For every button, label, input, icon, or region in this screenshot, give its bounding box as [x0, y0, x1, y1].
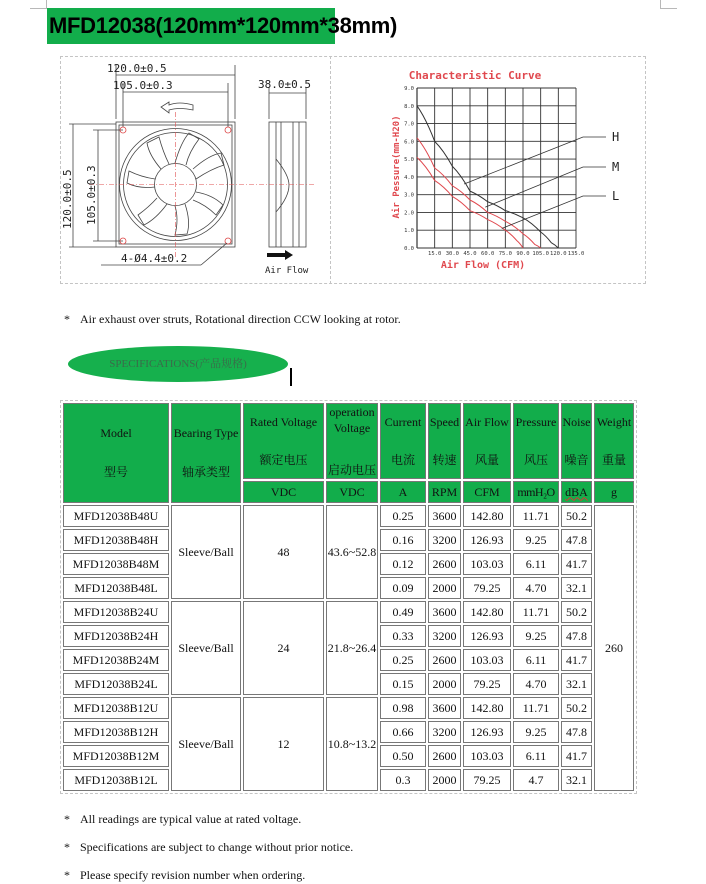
cell-model: MFD12038B12M — [63, 745, 169, 767]
cell-airflow: 103.03 — [463, 649, 511, 671]
unit-pressure: mmH₂O — [513, 481, 559, 503]
text-cursor — [290, 368, 292, 386]
cell-speed: 3200 — [428, 625, 461, 647]
cell-airflow: 126.93 — [463, 529, 511, 551]
specifications-table — [60, 400, 637, 794]
cell-model: MFD12038B48L — [63, 577, 169, 599]
unit-speed: RPM — [428, 481, 461, 503]
cell-weight: 260 — [594, 505, 634, 791]
cell-speed: 3200 — [428, 529, 461, 551]
cell-pressure: 9.25 — [513, 625, 559, 647]
legend-label-m: M — [612, 160, 620, 174]
unit-weight: g — [594, 481, 634, 503]
cell-bearing: Sleeve/Ball — [171, 505, 241, 599]
dim-depth: 38.0±0.5 — [258, 78, 311, 91]
header-rated-voltage: Rated Voltage 额定电压 — [243, 403, 324, 479]
cell-noise: 32.1 — [561, 769, 592, 791]
cell-current: 0.25 — [380, 649, 426, 671]
cell-speed: 3600 — [428, 697, 461, 719]
unit-noise: dBA — [561, 481, 592, 503]
y-tick-label: 0.0 — [404, 246, 414, 252]
note-bullet: * — [64, 812, 70, 826]
x-tick-label: 75.0 — [498, 251, 512, 257]
cell-airflow: 79.25 — [463, 673, 511, 695]
cell-noise: 41.7 — [561, 649, 592, 671]
note-text: All readings are typical value at rated voltage. — [80, 812, 302, 826]
cell-airflow: 79.25 — [463, 577, 511, 599]
note-bullet: * — [64, 840, 70, 854]
header-weight: Weight 重量 — [594, 403, 634, 479]
page-corner-mark — [660, 0, 677, 9]
cell-speed: 2000 — [428, 673, 461, 695]
cell-model: MFD12038B24U — [63, 601, 169, 623]
air-flow-label: Air Flow — [265, 266, 309, 276]
note-bottom — [64, 868, 305, 883]
cell-noise: 50.2 — [561, 601, 592, 623]
page-corner-mark — [30, 0, 47, 9]
table-row — [63, 601, 634, 623]
header-pressure: Pressure 风压 — [513, 403, 559, 479]
y-tick-label: 5.0 — [404, 157, 414, 164]
note-top — [64, 312, 401, 327]
y-tick-label: 6.0 — [404, 139, 414, 146]
y-tick-label: 2.0 — [404, 210, 414, 217]
dim-height-outer: 120.0±0.5 — [61, 169, 74, 229]
cell-model: MFD12038B12U — [63, 697, 169, 719]
fan-dimension-drawing — [61, 57, 329, 283]
unit-current: A — [380, 481, 426, 503]
note-bottom — [64, 812, 301, 827]
cell-airflow: 126.93 — [463, 721, 511, 743]
cell-pressure: 6.11 — [513, 553, 559, 575]
cell-speed: 3600 — [428, 601, 461, 623]
cell-noise: 47.8 — [561, 721, 592, 743]
cell-speed: 2000 — [428, 577, 461, 599]
y-tick-label: 7.0 — [404, 121, 414, 128]
cell-pressure: 9.25 — [513, 529, 559, 551]
cell-speed: 3200 — [428, 721, 461, 743]
cell-rated-voltage: 48 — [243, 505, 324, 599]
x-axis-label: Air Flow (CFM) — [440, 260, 526, 271]
cell-pressure: 6.11 — [513, 745, 559, 767]
cell-airflow: 142.80 — [463, 601, 511, 623]
cell-pressure: 4.70 — [513, 673, 559, 695]
cell-pressure: 4.7 — [513, 769, 559, 791]
x-tick-label: 60.0 — [481, 251, 495, 257]
cell-airflow: 142.80 — [463, 505, 511, 527]
cell-rated-voltage: 24 — [243, 601, 324, 695]
cell-current: 0.25 — [380, 505, 426, 527]
x-tick-label: 15.0 — [428, 251, 442, 257]
cell-operation-voltage: 21.8~26.4 — [326, 601, 378, 695]
page-title: MFD12038(120mm*120mm*38mm) — [47, 8, 335, 44]
cell-current: 0.50 — [380, 745, 426, 767]
note-text: Specifications are subject to change without prior notice. — [80, 840, 354, 854]
cell-pressure: 11.71 — [513, 601, 559, 623]
header-speed: Speed 转速 — [428, 403, 461, 479]
dim-height-inner: 105.0±0.3 — [85, 165, 98, 225]
cell-operation-voltage: 43.6~52.8 — [326, 505, 378, 599]
cell-airflow: 103.03 — [463, 553, 511, 575]
note-text: Air exhaust over struts, Rotational direction CCW looking at rotor. — [80, 312, 401, 326]
cell-model: MFD12038B12L — [63, 769, 169, 791]
cell-model: MFD12038B48M — [63, 553, 169, 575]
note-bottom — [64, 840, 353, 855]
cell-current: 0.49 — [380, 601, 426, 623]
cell-current: 0.16 — [380, 529, 426, 551]
chart-title: Characteristic Curve — [408, 69, 542, 82]
cell-pressure: 9.25 — [513, 721, 559, 743]
cell-pressure: 11.71 — [513, 697, 559, 719]
cell-bearing: Sleeve/Ball — [171, 697, 241, 791]
unit-operation-voltage: VDC — [326, 481, 378, 503]
cell-pressure: 4.70 — [513, 577, 559, 599]
header-row — [63, 403, 634, 479]
cell-noise: 50.2 — [561, 505, 592, 527]
cell-airflow: 126.93 — [463, 625, 511, 647]
cell-model: MFD12038B24L — [63, 673, 169, 695]
cell-airflow: 142.80 — [463, 697, 511, 719]
header-current: Current 电流 — [380, 403, 426, 479]
cell-bearing: Sleeve/Ball — [171, 601, 241, 695]
header-model: Model 型号 — [63, 403, 169, 503]
cell-airflow: 103.03 — [463, 745, 511, 767]
cell-airflow: 79.25 — [463, 769, 511, 791]
legend-label-l: L — [612, 189, 620, 203]
cell-noise: 32.1 — [561, 673, 592, 695]
y-axis-label: Air Pessure(mm-H20) — [392, 115, 402, 219]
header-bearing: Bearing Type 轴承类型 — [171, 403, 241, 503]
cell-pressure: 11.71 — [513, 505, 559, 527]
cell-noise: 32.1 — [561, 577, 592, 599]
leader-line — [485, 167, 606, 207]
x-tick-label: 135.0 — [567, 251, 585, 257]
cell-rated-voltage: 12 — [243, 697, 324, 791]
y-tick-label: 1.0 — [404, 228, 414, 235]
note-bullet: * — [64, 868, 70, 882]
cell-model: MFD12038B24M — [63, 649, 169, 671]
cell-current: 0.98 — [380, 697, 426, 719]
cell-noise: 41.7 — [561, 553, 592, 575]
legend-label-h: H — [612, 130, 620, 144]
cell-model: MFD12038B12H — [63, 721, 169, 743]
cell-noise: 47.8 — [561, 529, 592, 551]
unit-rated-voltage: VDC — [243, 481, 324, 503]
cell-speed: 2600 — [428, 745, 461, 767]
cell-noise: 41.7 — [561, 745, 592, 767]
cell-pressure: 6.11 — [513, 649, 559, 671]
cell-model: MFD12038B48U — [63, 505, 169, 527]
y-tick-label: 4.0 — [404, 174, 414, 181]
cell-current: 0.3 — [380, 769, 426, 791]
y-tick-label: 9.0 — [404, 86, 414, 92]
dim-width-inner: 105.0±0.3 — [113, 79, 173, 92]
x-tick-label: 90.0 — [516, 251, 530, 257]
unit-air-flow: CFM — [463, 481, 511, 503]
table-row — [63, 505, 634, 527]
note-text: Please specify revision number when ordering. — [80, 868, 306, 882]
dim-holes: 4-Ø4.4±0.2 — [121, 252, 188, 265]
x-tick-label: 105.0 — [532, 251, 549, 257]
x-tick-label: 120.0 — [550, 251, 567, 257]
header-operation-voltage: operation Voltage 启动电压 — [327, 405, 376, 477]
y-tick-label: 3.0 — [404, 192, 414, 199]
header-noise: Noise 噪音 — [561, 403, 592, 479]
cell-current: 0.12 — [380, 553, 426, 575]
cell-current: 0.09 — [380, 577, 426, 599]
cell-current: 0.33 — [380, 625, 426, 647]
series-line-m — [417, 138, 541, 248]
x-tick-label: 45.0 — [463, 251, 477, 257]
note-bullet: * — [64, 312, 70, 326]
cell-speed: 3600 — [428, 505, 461, 527]
cell-model: MFD12038B24H — [63, 625, 169, 647]
cell-current: 0.15 — [380, 673, 426, 695]
cell-speed: 2600 — [428, 553, 461, 575]
y-tick-label: 8.0 — [404, 103, 414, 110]
header-air-flow: Air Flow 风量 — [463, 403, 511, 479]
cell-current: 0.66 — [380, 721, 426, 743]
cell-operation-voltage: 10.8~13.2 — [326, 697, 378, 791]
cell-noise: 47.8 — [561, 625, 592, 647]
cell-noise: 50.2 — [561, 697, 592, 719]
cell-speed: 2600 — [428, 649, 461, 671]
table-row — [63, 697, 634, 719]
dim-width-outer: 120.0±0.5 — [107, 62, 167, 75]
cell-model: MFD12038B48H — [63, 529, 169, 551]
x-tick-label: 30.0 — [445, 251, 459, 257]
characteristic-curve-chart — [331, 57, 645, 283]
specifications-label: SPECIFICATIONS(产品规格) — [68, 346, 288, 382]
cell-speed: 2000 — [428, 769, 461, 791]
